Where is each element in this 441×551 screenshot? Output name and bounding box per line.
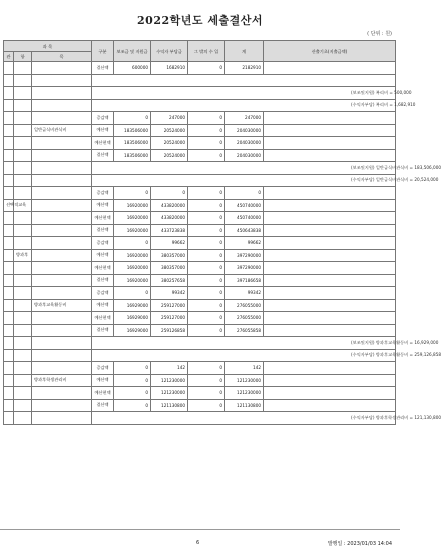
cell-kwan [4, 162, 14, 175]
table-row [4, 374, 396, 387]
cell-kwan [4, 324, 14, 337]
cell-basis [264, 187, 396, 200]
cell-total: 204030000 [225, 149, 264, 162]
cell-kwan [4, 137, 14, 150]
cell-beneficiary: 99662 [151, 237, 188, 250]
cell-beneficiary: 121130800 [151, 399, 188, 412]
cell-total: 276055000 [225, 312, 264, 325]
cell-beneficiary: 20524000 [151, 149, 188, 162]
cell-kwan [4, 124, 14, 137]
cell-other: 0 [188, 62, 225, 75]
cell-mok [32, 262, 92, 275]
cell-basis [264, 199, 396, 212]
cell-gubun: 예산현액 [92, 387, 114, 400]
cell-subsidy: 16929000 [114, 312, 151, 325]
table-row [4, 399, 396, 412]
cell-gubun: 증감액 [92, 362, 114, 375]
cell-mok: 일반급식비관식비 [32, 124, 92, 137]
cell-basis-note: (수익자부담) 일반급식비관식비 = 20,524,000 [92, 174, 396, 187]
cell-kwan [4, 387, 14, 400]
cell-hang [14, 174, 32, 187]
cell-basis-note: (수익자부담) 복리비 = 1,682,910 [92, 99, 396, 112]
cell-kwan [4, 212, 14, 225]
cell-hang [14, 337, 32, 350]
cell-hang [14, 187, 32, 200]
table-row [4, 262, 396, 275]
table-row [4, 99, 396, 112]
cell-subsidy: 16920000 [114, 262, 151, 275]
cell-mok [32, 187, 92, 200]
cell-kwan [4, 274, 14, 287]
cell-basis [264, 237, 396, 250]
cell-hang [14, 362, 32, 375]
cell-mok [32, 174, 92, 187]
header-kwan: 관 [4, 52, 14, 62]
cell-other: 0 [188, 274, 225, 287]
header-beneficiary: 수익자 부담금 [151, 41, 188, 62]
cell-basis [264, 249, 396, 262]
unit-label: ( 단위 : 원) [367, 31, 392, 37]
cell-other: 0 [188, 312, 225, 325]
cell-kwan [4, 112, 14, 125]
cell-basis [264, 212, 396, 225]
cell-kwan [4, 262, 14, 275]
cell-kwan [4, 187, 14, 200]
cell-mok [32, 249, 92, 262]
cell-basis [264, 62, 396, 75]
table-row [4, 412, 396, 425]
cell-gubun: 결산액 [92, 62, 114, 75]
cell-beneficiary: 380357000 [151, 249, 188, 262]
cell-total: 397186658 [225, 274, 264, 287]
table-row [4, 112, 396, 125]
table-row [4, 362, 396, 375]
cell-subsidy: 183506000 [114, 149, 151, 162]
cell-kwan [4, 237, 14, 250]
cell-basis [264, 287, 396, 300]
cell-gubun: 예산액 [92, 199, 114, 212]
cell-hang [14, 399, 32, 412]
cell-basis [264, 274, 396, 287]
cell-gubun: 예산액 [92, 249, 114, 262]
cell-other: 0 [188, 187, 225, 200]
table-row [4, 324, 396, 337]
cell-basis [264, 137, 396, 150]
cell-gubun: 결산액 [92, 324, 114, 337]
cell-subsidy: 183506000 [114, 137, 151, 150]
cell-kwan [4, 399, 14, 412]
cell-basis-note [92, 74, 396, 87]
cell-hang [14, 124, 32, 137]
cell-kwan [4, 74, 14, 87]
cell-basis [264, 124, 396, 137]
cell-mok [32, 87, 92, 100]
cell-mok [32, 312, 92, 325]
cell-beneficiary: 433820000 [151, 212, 188, 225]
header-subject: 과 목 [4, 41, 92, 52]
cell-beneficiary: 433723838 [151, 224, 188, 237]
header-gubun: 구분 [92, 41, 114, 62]
table-row [4, 174, 396, 187]
table-row [4, 124, 396, 137]
header-subsidy: 보조금 및 지원금 [114, 41, 151, 62]
cell-gubun: 예산현액 [92, 312, 114, 325]
cell-kwan [4, 99, 14, 112]
cell-beneficiary: 99342 [151, 287, 188, 300]
table-row [4, 87, 396, 100]
cell-hang [14, 287, 32, 300]
cell-total: 397290000 [225, 262, 264, 275]
cell-kwan [4, 337, 14, 350]
cell-basis [264, 374, 396, 387]
cell-kwan [4, 362, 14, 375]
cell-subsidy: 16920000 [114, 249, 151, 262]
cell-beneficiary: 1682910 [151, 62, 188, 75]
cell-kwan: 선택적교육 [4, 199, 14, 212]
cell-other: 0 [188, 224, 225, 237]
cell-basis-note: (보조및지원) 일반급식비관식비 = 183,506,000 [92, 162, 396, 175]
cell-total: 450740000 [225, 199, 264, 212]
cell-gubun: 예산현액 [92, 262, 114, 275]
cell-beneficiary: 259127000 [151, 299, 188, 312]
cell-mok [32, 212, 92, 225]
cell-mok [32, 137, 92, 150]
cell-subsidy: 183506000 [114, 124, 151, 137]
cell-other: 0 [188, 362, 225, 375]
header-hang: 항 [14, 52, 32, 62]
cell-subsidy: 0 [114, 112, 151, 125]
expenditure-table [3, 40, 441, 425]
cell-basis-note: (보조및지원) 복리비 = 500,000 [92, 87, 396, 100]
table-body [4, 62, 441, 425]
cell-kwan [4, 312, 14, 325]
cell-subsidy: 16920000 [114, 224, 151, 237]
cell-other: 0 [188, 149, 225, 162]
table-row [4, 74, 396, 87]
cell-mok [32, 349, 92, 362]
cell-hang [14, 374, 32, 387]
cell-mok: 방과후교육활동비 [32, 299, 92, 312]
cell-hang [14, 62, 32, 75]
cell-gubun: 예산현액 [92, 137, 114, 150]
cell-hang [14, 224, 32, 237]
cell-beneficiary: 142 [151, 362, 188, 375]
document-title: 2022학년도 세출결산서 [137, 14, 263, 27]
cell-subsidy: 0 [114, 387, 151, 400]
cell-hang [14, 387, 32, 400]
cell-basis [264, 262, 396, 275]
cell-other: 0 [188, 249, 225, 262]
cell-mok [32, 99, 92, 112]
cell-mok: 방과후학생관리비 [32, 374, 92, 387]
table-row [4, 349, 396, 362]
cell-total: 121230000 [225, 387, 264, 400]
page-number: 6 [196, 540, 200, 546]
table-row [4, 299, 396, 312]
cell-mok [32, 149, 92, 162]
table-row [4, 274, 396, 287]
cell-hang [14, 74, 32, 87]
header-basis: 산출기초(지출금액) [264, 41, 396, 62]
cell-beneficiary: 380357000 [151, 262, 188, 275]
table-row [4, 387, 396, 400]
table-row [4, 162, 396, 175]
cell-hang [14, 312, 32, 325]
cell-subsidy: 0 [114, 362, 151, 375]
cell-other: 0 [188, 299, 225, 312]
cell-total: 450740000 [225, 212, 264, 225]
cell-basis [264, 112, 396, 125]
cell-beneficiary: 433820000 [151, 199, 188, 212]
cell-hang [14, 87, 32, 100]
cell-other: 0 [188, 112, 225, 125]
cell-beneficiary: 259127000 [151, 312, 188, 325]
cell-mok [32, 412, 92, 425]
page-footer [0, 529, 400, 550]
cell-other: 0 [188, 237, 225, 250]
cell-total: 276055000 [225, 299, 264, 312]
table-row [4, 337, 396, 350]
cell-gubun: 결산액 [92, 274, 114, 287]
cell-total: 247000 [225, 112, 264, 125]
cell-total: 142 [225, 362, 264, 375]
cell-hang [14, 212, 32, 225]
cell-gubun: 결산액 [92, 149, 114, 162]
cell-beneficiary: 259126858 [151, 324, 188, 337]
cell-hang [14, 299, 32, 312]
cell-basis [264, 149, 396, 162]
cell-basis [264, 224, 396, 237]
cell-total: 204030000 [225, 137, 264, 150]
cell-mok [32, 287, 92, 300]
cell-gubun: 증감액 [92, 187, 114, 200]
cell-subsidy: 16920000 [114, 212, 151, 225]
cell-mok [32, 112, 92, 125]
table-row [4, 312, 396, 325]
cell-kwan [4, 299, 14, 312]
cell-subsidy: 0 [114, 187, 151, 200]
cell-gubun: 결산액 [92, 399, 114, 412]
cell-hang [14, 412, 32, 425]
table-row [4, 187, 396, 200]
cell-kwan [4, 287, 14, 300]
cell-kwan [4, 174, 14, 187]
cell-gubun: 예산액 [92, 374, 114, 387]
cell-beneficiary: 0 [151, 187, 188, 200]
header-other: 그 밖의 수 입 [188, 41, 225, 62]
cell-subsidy: 0 [114, 374, 151, 387]
cell-basis [264, 387, 396, 400]
cell-hang [14, 137, 32, 150]
cell-basis [264, 362, 396, 375]
table-row [4, 237, 396, 250]
cell-kwan [4, 62, 14, 75]
table-row [4, 149, 396, 162]
cell-gubun: 예산액 [92, 299, 114, 312]
cell-gubun: 증감액 [92, 287, 114, 300]
cell-total: 0 [225, 187, 264, 200]
cell-total: 99662 [225, 237, 264, 250]
cell-total: 397290000 [225, 249, 264, 262]
cell-beneficiary: 20524000 [151, 124, 188, 137]
cell-basis [264, 312, 396, 325]
cell-subsidy: 16929000 [114, 324, 151, 337]
cell-gubun: 증감액 [92, 237, 114, 250]
cell-basis [264, 299, 396, 312]
cell-hang [14, 349, 32, 362]
header-total: 계 [225, 41, 264, 62]
cell-total: 121130800 [225, 399, 264, 412]
cell-other: 0 [188, 374, 225, 387]
cell-other: 0 [188, 287, 225, 300]
cell-other: 0 [188, 124, 225, 137]
cell-kwan [4, 87, 14, 100]
cell-kwan [4, 224, 14, 237]
cell-kwan [4, 412, 14, 425]
cell-mok [32, 74, 92, 87]
table-row [4, 62, 396, 75]
cell-subsidy: 600000 [114, 62, 151, 75]
cell-total: 121230000 [225, 374, 264, 387]
cell-subsidy: 16920000 [114, 274, 151, 287]
table-row [4, 287, 396, 300]
table-row [4, 137, 396, 150]
cell-kwan [4, 149, 14, 162]
cell-gubun: 결산액 [92, 224, 114, 237]
cell-hang [14, 162, 32, 175]
print-date: 발행일 : 2023/01/03 14:04 [327, 541, 392, 547]
cell-basis [264, 399, 396, 412]
cell-other: 0 [188, 324, 225, 337]
cell-other: 0 [188, 212, 225, 225]
cell-total: 2182910 [225, 62, 264, 75]
cell-total: 450643838 [225, 224, 264, 237]
cell-mok [32, 362, 92, 375]
cell-mok [32, 337, 92, 350]
table-row [4, 199, 396, 212]
cell-hang: 방과후 [14, 249, 32, 262]
cell-mok [32, 199, 92, 212]
cell-hang [14, 149, 32, 162]
cell-mok [32, 62, 92, 75]
cell-beneficiary: 121230000 [151, 387, 188, 400]
table-row [4, 249, 396, 262]
cell-other: 0 [188, 262, 225, 275]
cell-gubun: 예산현액 [92, 212, 114, 225]
cell-mok [32, 274, 92, 287]
cell-beneficiary: 380257658 [151, 274, 188, 287]
cell-mok [32, 387, 92, 400]
cell-hang [14, 274, 32, 287]
cell-other: 0 [188, 387, 225, 400]
cell-beneficiary: 20524000 [151, 137, 188, 150]
cell-subsidy: 0 [114, 399, 151, 412]
cell-hang [14, 324, 32, 337]
cell-basis [264, 324, 396, 337]
cell-subsidy: 0 [114, 287, 151, 300]
cell-other: 0 [188, 399, 225, 412]
cell-hang [14, 262, 32, 275]
cell-beneficiary: 247000 [151, 112, 188, 125]
cell-hang [14, 112, 32, 125]
cell-basis-note: (수익자부담) 방과후교육활동비 = 259,126,858 [92, 349, 396, 362]
cell-beneficiary: 121230000 [151, 374, 188, 387]
cell-hang [14, 237, 32, 250]
cell-total: 276055858 [225, 324, 264, 337]
cell-basis-note: (수익자부담) 방과후학생관리비 = 121,130,800 [92, 412, 396, 425]
cell-kwan [4, 374, 14, 387]
cell-basis-note: (보조및지원) 방과후교육활동비 = 16,929,000 [92, 337, 396, 350]
header-mok: 목 [32, 52, 92, 62]
cell-kwan [4, 349, 14, 362]
cell-total: 99342 [225, 287, 264, 300]
cell-gubun: 증감액 [92, 112, 114, 125]
cell-other: 0 [188, 137, 225, 150]
cell-subsidy: 16929000 [114, 299, 151, 312]
table-row [4, 224, 396, 237]
table-row [4, 212, 396, 225]
cell-mok [32, 399, 92, 412]
cell-other: 0 [188, 199, 225, 212]
cell-kwan [4, 249, 14, 262]
cell-total: 204030000 [225, 124, 264, 137]
cell-mok [32, 224, 92, 237]
cell-subsidy: 16920000 [114, 199, 151, 212]
cell-hang [14, 99, 32, 112]
cell-mok [32, 324, 92, 337]
cell-subsidy: 0 [114, 237, 151, 250]
cell-gubun: 예산액 [92, 124, 114, 137]
cell-mok [32, 237, 92, 250]
cell-mok [32, 162, 92, 175]
